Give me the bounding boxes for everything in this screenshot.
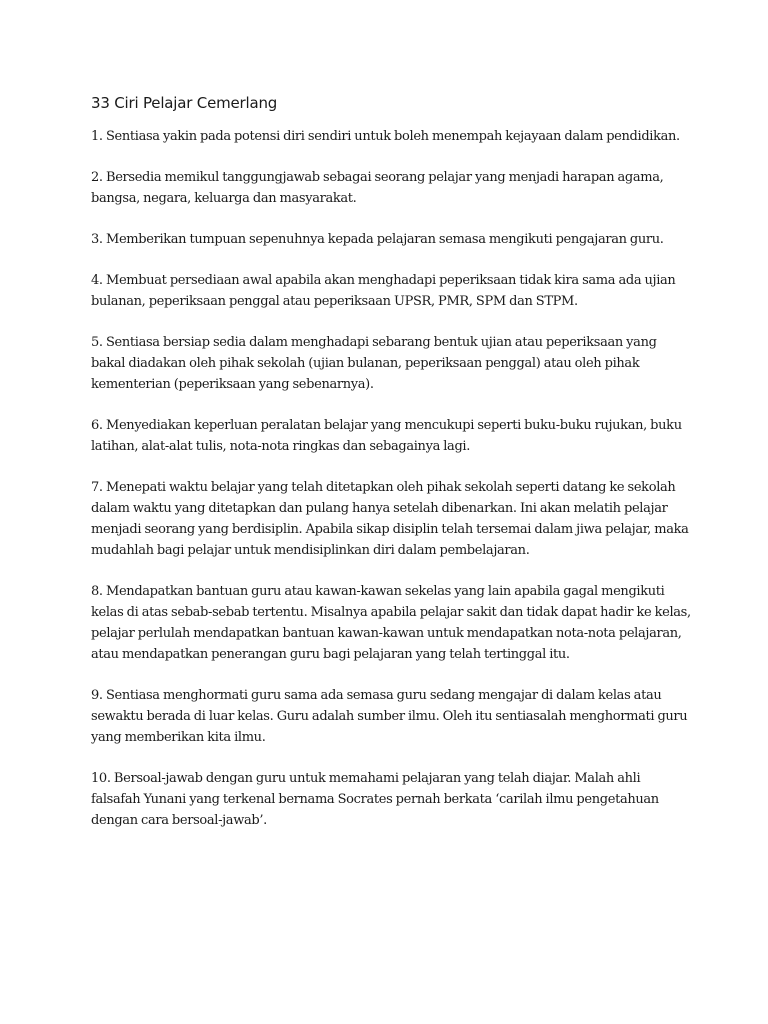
list-item-1: 1. Sentiasa yakin pada potensi diri sendiri untuk boleh menempah kejayaan dalam pendidikan. [91, 129, 680, 144]
list-item-2: 2. Bersedia memikul tanggungjawab sebagai seorang pelajar yang menjadi harapan agama, bangsa, negara, keluarga dan masyarakat. [91, 170, 664, 206]
list-item-8: 8. Mendapatkan bantuan guru atau kawan-kawan sekelas yang lain apabila gagal mengikuti kelas di atas sebab-sebab tertentu. Misalnya apabila pelajar sakit dan tidak dapat hadir ke kelas, pelajar perlulah mendapatkan bantuan kawan-kawan untuk mendapatkan nota-nota pelajaran, atau mendapatkan penerangan guru bagi pelajaran yang telah tertinggal itu. [91, 584, 691, 662]
list-item-5: 5. Sentiasa bersiap sedia dalam menghadapi sebarang bentuk ujian atau peperiksaan yang bakal diadakan oleh pihak sekolah (ujian bulanan, peperiksaan penggal) atau oleh pihak kementerian (peperiksaan yang sebenarnya). [91, 335, 657, 392]
document-title: 33 Ciri Pelajar Cemerlang [91, 94, 278, 112]
list-item-7: 7. Menepati waktu belajar yang telah ditetapkan oleh pihak sekolah seperti datang ke sekolah dalam waktu yang ditetapkan dan pulang hanya setelah dibenarkan. Ini akan melatih pelajar menjadi seorang yang berdisiplin. Apabila sikap disiplin telah tersemai dalam jiwa pelajar, maka mudahlah bagi pelajar untuk mendisiplinkan diri dalam pembelajaran. [91, 480, 689, 558]
list-item-6: 6. Menyediakan keperluan peralatan belajar yang mencukupi seperti buku-buku rujukan, buku latihan, alat-alat tulis, nota-nota ringkas dan sebagainya lagi. [91, 418, 682, 454]
list-item-9: 9. Sentiasa menghormati guru sama ada semasa guru sedang mengajar di dalam kelas atau sewaktu berada di luar kelas. Guru adalah sumber ilmu. Oleh itu sentiasalah menghormati guru yang memberikan kita ilmu. [91, 688, 688, 745]
list-item-3: 3. Memberikan tumpuan sepenuhnya kepada pelajaran semasa mengikuti pengajaran guru. [91, 232, 664, 247]
list-item-10: 10. Bersoal-jawab dengan guru untuk memahami pelajaran yang telah diajar. Malah ahli falsafah Yunani yang terkenal bernama Socrates pernah berkata ‘carilah ilmu pengetahuan dengan cara bersoal-jawab’. [91, 771, 659, 828]
list-item-4: 4. Membuat persediaan awal apabila akan menghadapi peperiksaan tidak kira sama ada ujian bulanan, peperiksaan penggal atau peperiksaan UPSR, PMR, SPM dan STPM. [91, 273, 676, 309]
document-page [91, 92, 691, 851]
